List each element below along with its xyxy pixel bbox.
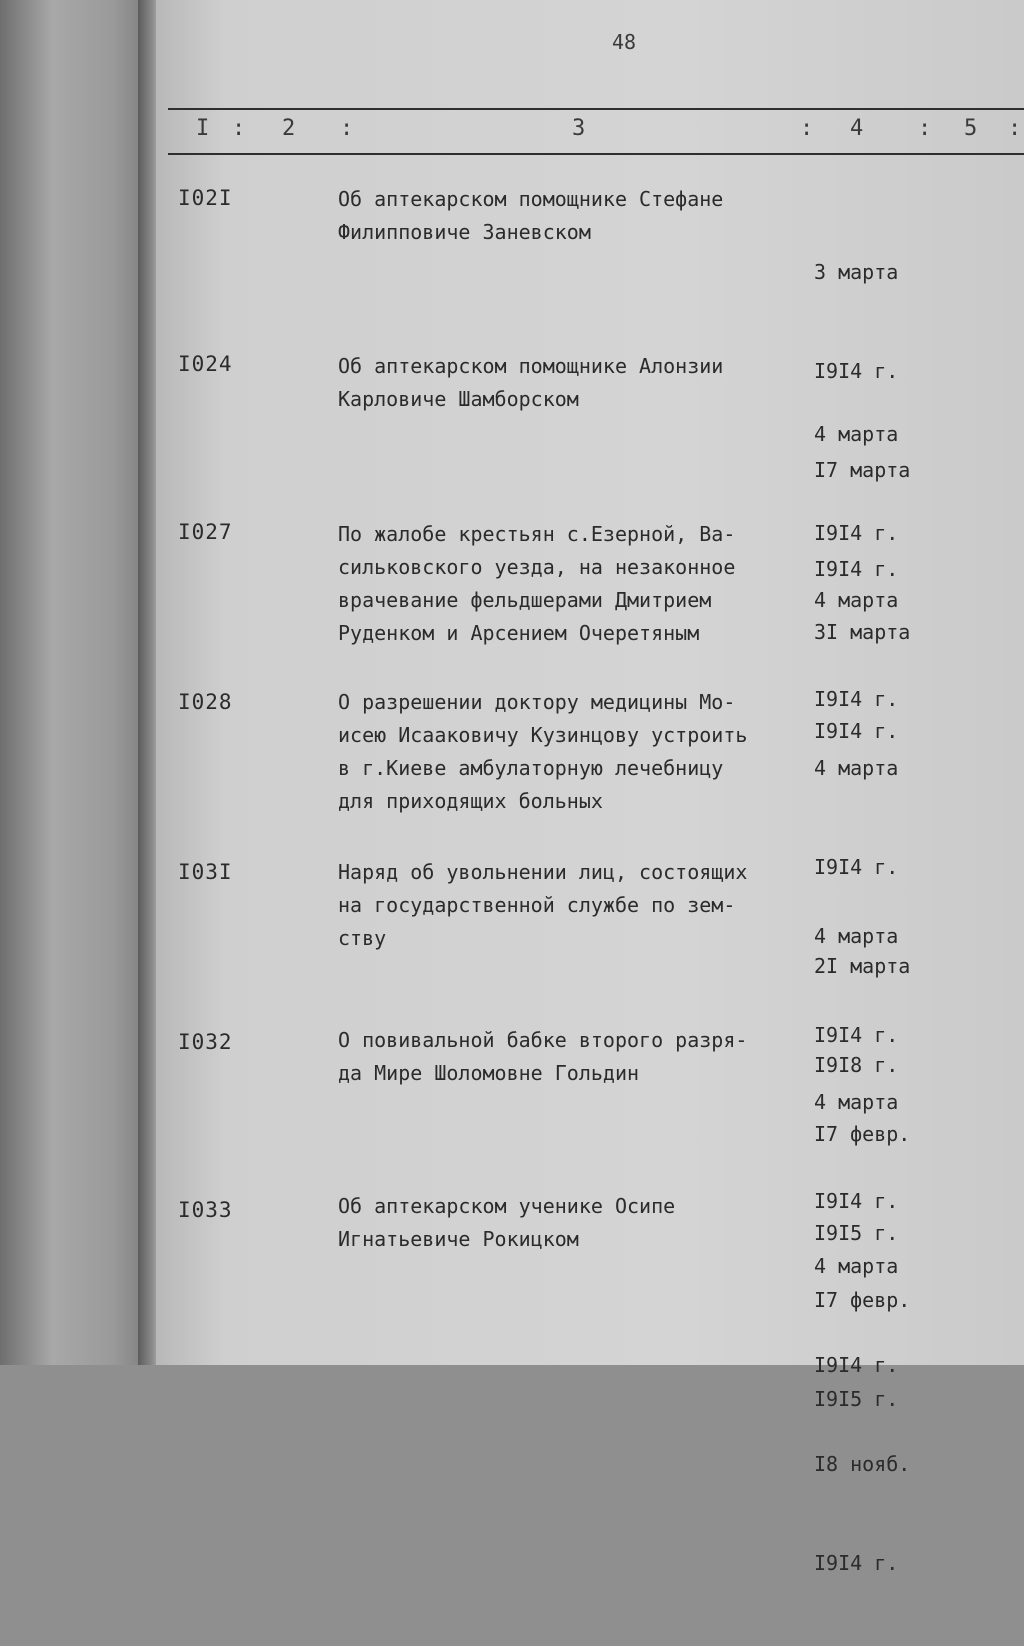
header-col-3: 3 [572,116,586,141]
header-bottom-rule [168,153,1024,155]
entry-id: I027 [178,520,233,544]
entry-date: I9I4 г. [814,1023,899,1047]
entry-title: О повивальной бабке второго разря- да Мире Шоломовне Гольдин [338,1028,748,1085]
entry-date: 3I марта [814,620,911,644]
entry-id: I024 [178,352,233,376]
entry-date: I9I4 г. [814,687,899,711]
entry-date: 3 марта [814,260,899,284]
entry-title: Наряд об увольнении лиц, состоящих на государственной службе по зем- ству [338,860,748,950]
header-col-5: 5 [964,116,978,141]
entry-date: I9I5 г. [814,1387,899,1411]
entry-date: I9I5 г. [814,1221,899,1245]
header-col-4: 4 [850,116,864,141]
entry-date: 2I марта [814,954,911,978]
entry-date: I9I4 г. [814,855,899,879]
entry-date: 4 марта [814,1254,899,1278]
entry-date: I9I4 г. [814,359,899,383]
header-sep-4: : [918,116,932,141]
header-col-1: I [196,116,210,141]
header-sep-2: : [340,116,354,141]
entry-date: 4 марта [814,1090,899,1114]
entry-date: 4 марта [814,588,899,612]
entry-date: 4 марта [814,756,899,780]
entry-date: I9I4 г. [814,1189,899,1213]
entry-date: I7 февр. [814,1122,911,1146]
entry-title: По жалобе крестьян с.Езерной, Ва- сильковского уезда, на незаконное врачевание фельдшерами Дмитрием Руденком и Арсением Очеретяным [338,522,736,645]
entry-date: 4 марта [814,924,899,948]
entry-date: I9I4 г. [814,719,899,743]
entry-date: I9I8 г. [814,1053,899,1077]
header-sep-1: : [232,116,246,141]
entry-id: I03I [178,860,233,884]
header-sep-5: : [1008,116,1022,141]
entry-date: I9I4 г. [814,557,899,581]
header-sep-3: : [800,116,814,141]
entry-date: 4 марта [814,422,899,446]
left-page-edge [0,0,150,1365]
entry-date: I7 марта [814,458,911,482]
entry-date: I9I4 г. [814,1551,899,1575]
entry-date: I8 нояб. [814,1452,911,1476]
entry-id: I032 [178,1030,233,1054]
entry-date: I7 февр. [814,1288,911,1312]
entry-date: I9I4 г. [814,1353,899,1377]
entry-dates [814,1184,944,1646]
header-col-2: 2 [282,116,296,141]
header-top-rule [168,108,1024,110]
entry-id: I028 [178,690,233,714]
entry-title: О разрешении доктору медицины Мо- исею Исааковичу Кузинцову устроить в г.Киеве амбулаторную лечебницу для приходящих больных [338,690,748,813]
entry-date: I9I4 г. [814,521,899,545]
entry-title: Об аптекарском помощнике Алонзии Карловиче Шамборском [338,354,724,411]
entry-id: I02I [178,186,233,210]
entry-title: Об аптекарском ученике Осипе Игнатьевиче Рокицком [338,1194,676,1251]
page-number: 48 [612,30,637,54]
entry-title: Об аптекарском помощнике Стефане Филипповиче Заневском [338,187,724,244]
entry-id: I033 [178,1198,233,1222]
